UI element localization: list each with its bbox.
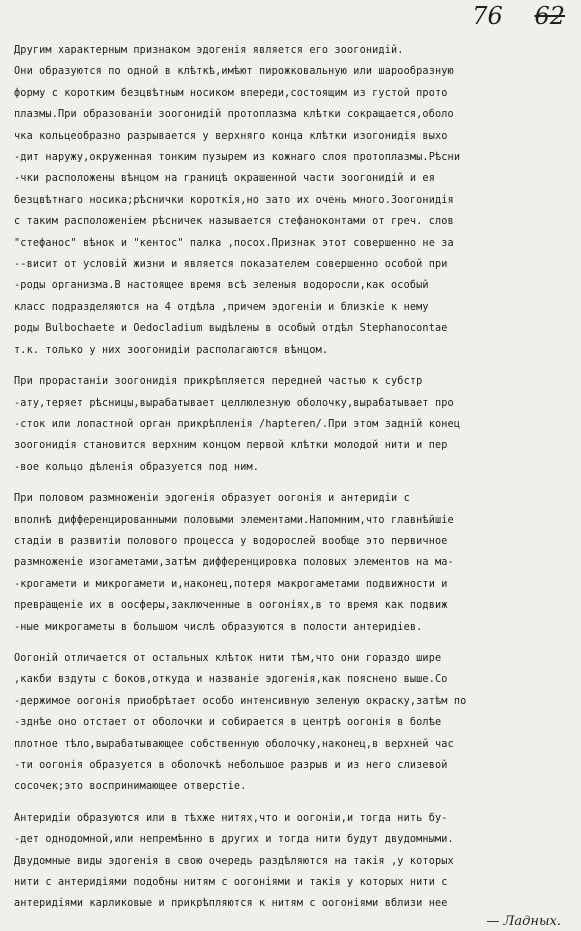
text-line: Оогоній отличается от остальных клѣток нити тѣм,что они гораздо шире (14, 652, 442, 664)
text-line: -ату,теряет рѣсницы,вырабатывает целлюлезную оболочку,вырабатывает про (14, 397, 454, 409)
page-number-current: 76 (472, 2, 503, 30)
text-line: -дит наружу,окруженная тонким пузырем из кожнаго слоя протоплазмы.Рѣсни (14, 152, 461, 164)
text-line: -ти оогонія образуется в оболочкѣ небольшое разрыв и из него слизевой (14, 760, 448, 771)
text-line: -дет однодомной,или непремѣнно в других и тогда нити будут двудомными. (14, 834, 454, 846)
text-line: плотное тѣло,вырабатывающее собственную оболочку,наконец,в верхней час (14, 738, 454, 750)
paragraph-gap (14, 798, 574, 808)
text-line: с таким расположеніем рѣсничек называется стефаноконтами от греч. слов (14, 216, 454, 228)
page-number-struck: 62 (534, 2, 565, 30)
text-line: размноженіе изогаметами,затѣм дифференцировка половых элементов на ма- (14, 557, 454, 569)
paragraph-gap (14, 638, 574, 648)
text-line: форму с коротким безцвѣтным носиком впереди,состоящим из густой прото (14, 87, 448, 99)
text-line: -крогамети и микрогамети и,наконец,потеря макрогаметами подвижности и (14, 578, 448, 590)
text-line: зоогонидія становится верхним концом первой клѣтки молодой нити и пер (14, 440, 448, 452)
paragraph (14, 40, 574, 361)
text-line: При прорастаніи зоогонидія прикрѣпляется передней частью к субстр (14, 376, 423, 388)
text-line: т.к. только у них зоогонидіи располагаются вѣнцом. (14, 344, 329, 356)
text-line: Они образуются по одной в клѣткѣ,имѣют пирожковальную или шарообразную (14, 66, 454, 78)
paragraph-gap (14, 478, 574, 488)
text-line: вполнѣ дифференцированными половыми элементами.Напомним,что главнѣйшіе (14, 514, 454, 526)
text-line: -зднѣе оно отстает от оболочки и собирается в центрѣ оогонія в болѣе (14, 717, 442, 729)
text-line: плазмы.При образованіи зоогонидій протоплазма клѣтки сокращается,оболо (14, 109, 454, 121)
page-number (472, 2, 565, 30)
paragraph (14, 648, 574, 798)
text-line: стадіи в развитіи полового процесса у водорослей вообще это первичное (14, 535, 448, 547)
document-body (14, 40, 574, 915)
text-line: -чки расположены вѣнцом на границѣ окрашенной части зоогонидій и ея (14, 173, 435, 185)
paragraph (14, 371, 574, 478)
paragraph-gap (14, 361, 574, 371)
paragraph (14, 808, 574, 915)
handwritten-signature: — Ладных. (486, 914, 561, 929)
text-line: --висит от условій жизни и является показателем совершенно особой при (14, 259, 448, 271)
text-line: нити с антеридіями подобны нитям с оогоніями и такія у которых нити с (14, 877, 448, 889)
text-line: При половом размноженіи эдогенія образует оогонія и антеридіи с (14, 493, 410, 505)
text-line: роды Bulbochaete и Oedocladium выдѣлены в особый отдѣл Stephanocontae (14, 323, 448, 335)
text-line: -вое кольцо дѣленія образуется под ним. (14, 461, 260, 473)
text-line: класс подразделяются на 4 отдѣла ,причем эдогеніи и близкіе к нему (14, 301, 429, 313)
text-line: чка кольцеобразно разрывается у верхняго конца клѣтки изогонидія выхо (14, 130, 448, 142)
text-line: ,какби вздуты с боков,откуда и названіе эдогенія,как пояснено выше.Со (14, 674, 448, 686)
text-line: -держимое оогонія приобрѣтает особо интенсивную зеленую окраску,затѣм по (14, 695, 467, 707)
text-line: -роды организма.В настоящее время всѣ зеленыя водоросли,как особый (14, 280, 429, 292)
text-line: Другим характерным признаком эдогенія является его зоогонидій. (14, 45, 404, 56)
text-line: Двудомные виды эдогенія в свою очередь раздѣляются на такія ,у которых (14, 855, 454, 867)
text-line: превращеніе их в ооcферы,заключенные в оогоніях,в то время как подвиж (14, 600, 448, 612)
text-line: -сток или лопастной орган прикрѣпленія /hapteren/.При этом задній конец (14, 418, 461, 430)
text-line: Антеридіи образуются или в тѣхже нитях,что и оогоніи,и тогда нить бу- (14, 812, 448, 824)
text-line: сосочек;это воспринимающее отверстіе. (14, 781, 247, 793)
text-line: антеридіями карликовые и прикрѣпляются к нитям с оогоніями вблизи нее (14, 898, 448, 910)
paragraph (14, 488, 574, 638)
text-line: "стефанос" вѣнок и "кентос" палка ,посох.Признак этот совершенно не за (14, 237, 454, 249)
text-line: безцвѣтнаго носика;рѣснички короткія,но зато их очень много.Зоогонидія (14, 194, 454, 206)
text-line: -ные микрогаметы в большом числѣ образуются в полости антеридіев. (14, 621, 423, 633)
